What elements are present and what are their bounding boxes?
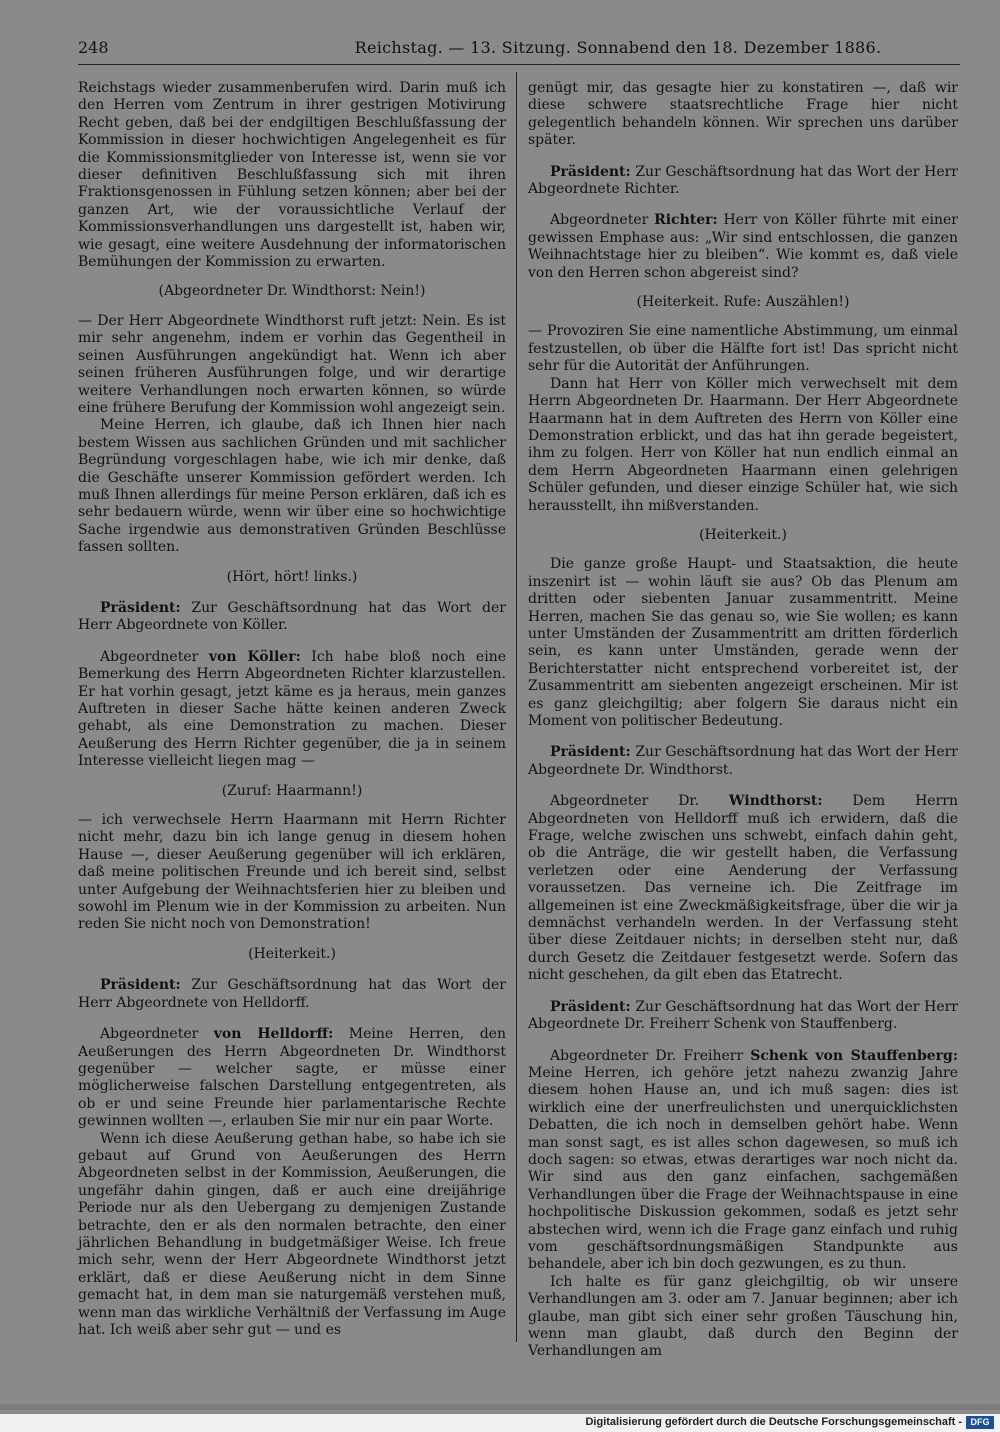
funding-credit: Digitalisierung gefördert durch die Deutsche Forschungsgemeinschaft - [585, 1416, 962, 1428]
speech-text: Meine Herren, den Aeußerungen des Herrn Abgeordneten Dr. Windthorst gegenüber — welcher sagte, er müsse einer möglicherweise falschen Darstellung entgegentreten, als ob er und seine Freunde hier parlamentarische Rechte gewinnen wollten —, erlauben Sie mir nur ein paar Worte. [78, 1026, 506, 1130]
speech-text: Zur Geschäftsordnung hat das Wort der Herr Abgeordnete Dr. Freiherr Schenk von Stauffenberg. [528, 998, 958, 1033]
body-paragraph: Wenn ich diese Aeußerung gethan habe, so habe ich sie gebaut auf Grund von Aeußerungen des Herrn Abgeordneten selbst in der Kommission, Aeußerungen, die ungefähr dahin gingen, daß er auch eine dreijährige Periode nur als den Uebergang zu demjenigen Zustande betrachte, den er als den normalen betrachte, den einer jährlichen Behandlung in budgetmäßiger Weise. Ich freue mich sehr, wenn der Herr Abgeordnete Windthorst jetzt erklärt, daß er diese Aeußerung nicht in dem Sinne gemacht hat, in dem man sie naturgemäß verstehen muß, wenn man das wirkliche Verhältniß der Verfassung im Auge hat. Ich weiß aber sehr gut — und es [78, 1130, 506, 1338]
speaker-prefix: Abgeordneter [100, 1026, 214, 1043]
interjection: (Heiterkeit.) [248, 945, 336, 962]
speaker-name: Windthorst: [728, 793, 823, 810]
speaker-paragraph [78, 1026, 506, 1130]
body-paragraph: Meine Herren, ich glaube, daß ich Ihnen hier nach bestem Wissen aus sachlichen Gründen und mit sachlicher Begründung vorgeschlagen habe, wie ich mir denke, daß die Geschäfte unserer Kommission gefördert werden. Ich muß Ihnen allerdings für meine Person erklären, daß ich es sehr bedauern würde, wenn wir über eine so hochwichtige Sache irgendwie aus demonstrativen Gründen Beschlüsse fassen sollten. [78, 417, 506, 556]
speaker-paragraph [78, 649, 506, 771]
body-paragraph: Dann hat Herr von Köller mich verwechselt mit dem Herrn Abgeordneten Dr. Haarmann. Der Herr Abgeordnete Haarmann hat in dem Auftreten des Herrn von Köller eine Demonstration erblickt, und das hat ihn gerade begeistert, ihm zu folgen. Herr von Köller hat nun endlich einmal an dem Herrn Abgeordneten Haarmann einen gelehrigen Schüler gefunden, und dieser einzige Schüler hat, wie sich herausstellt, ihn mißverstanden. [528, 375, 958, 514]
header-rule [78, 64, 960, 65]
speaker-prefix: Abgeordneter Dr. [550, 793, 729, 810]
speaker-paragraph [78, 600, 506, 635]
body-paragraph: genügt mir, das gesagte hier zu konstatiren —, daß wir diese schwere staatsrechtliche Frage hier nicht gelegentlich behandeln können. Wir sprechen uns darüber später. [528, 80, 958, 149]
body-paragraph: — ich verwechsele Herrn Haarmann mit Herrn Richter nicht mehr, dazu bin ich lange genug in diesem hohen Hause —, dieser Aeußerung gegenüber will ich erklären, daß meine politischen Freunde und ich bereit sind, selbst unter Aufgebung der Weihnachtsferien hier zu bleiben und sowohl im Plenum wie in der Kommission zu arbeiten. Nun reden Sie nicht noch von Demonstration! [78, 812, 506, 933]
page-number: 248 [78, 38, 109, 57]
speaker-paragraph [528, 744, 958, 779]
running-title: Reichstag. — 13. Sitzung. Sonnabend den 18. Dezember 1886. [354, 38, 882, 57]
speech-text: Herr von Köller führte mit einer gewissen Emphase aus: „Wir sind entschlossen, die ganzen Weihnachtstage hier zu bleiben“. Wie kommt es, daß viele von den Herren schon abgereist sind? [528, 212, 958, 281]
speech-text: Ich habe bloß noch eine Bemerkung des Herrn Abgeordneten Richter klarzustellen. Er hat vorhin gesagt, jetzt käme es ja heraus, mein ganzes Auftreten in dieser Sache hätte keinen anderen Zweck gehabt, als eine Demonstration zu machen. Dieser Aeußerung des Herrn Richter gegenüber, die ja in seinem Interesse vielleicht liegen mag — [78, 648, 506, 770]
body-paragraph: Ich halte es für ganz gleichgiltig, ob wir unsere Verhandlungen am 3. oder am 7. Januar beginnen; aber ich glaube, man gibt sich einer sehr großen Täuschung hin, wenn man glaubt, daß durch den Beginn der Verhandlungen am [528, 1273, 958, 1360]
speaker-paragraph [528, 164, 958, 199]
speaker-prefix: Abgeordneter Dr. Freiherr [550, 1047, 751, 1064]
speaker-name: Präsident: [100, 977, 181, 994]
speaker-name: Präsident: [100, 599, 181, 616]
speech-text: Meine Herren, ich gehöre jetzt nahezu zwanzig Jahre diesem hohen Hause an, und ich muß sagen: dies ist wirklich eine der unerfreulichsten und unerquicklichsten Debatten, die ich noch in demselben gehört habe. Wenn man sonst sagt, es ist alles schon dagewesen, so muß ich doch sagen: so etwas, etwas derartiges war noch nicht da. Wir sind aus den ganz einfachen, sachgemäßen Verhandlungen über die Frage der Weihnachtspause in eine hochpolitische Diskussion gekommen, sodaß es jetzt sehr abstechen wird, wenn ich die Frage ganz einfach und ruhig vom geschäftsordnungsmäßigen Standpunkte aus behandele, aber ich bin doch gezwungen, es zu thun. [528, 1064, 958, 1273]
left-column [78, 80, 506, 1339]
speaker-paragraph [528, 1048, 958, 1274]
speech-text: Zur Geschäftsordnung hat das Wort der Herr Abgeordnete Dr. Windthorst. [528, 744, 958, 778]
speaker-paragraph [528, 212, 958, 282]
interjection: (Heiterkeit. Rufe: Auszählen!) [636, 294, 850, 311]
dfg-logo: DFG [966, 1416, 994, 1429]
speaker-name: von Köller: [208, 648, 301, 665]
speaker-name: Präsident: [550, 998, 631, 1015]
column-divider [516, 72, 517, 1342]
speaker-prefix: Abgeordneter [550, 212, 655, 229]
speaker-paragraph [528, 793, 958, 984]
interjection: (Abgeordneter Dr. Windthorst: Nein!) [158, 283, 426, 300]
speaker-name: von Helldorff: [213, 1026, 334, 1043]
speech-text: Dem Herrn Abgeordneten von Helldorff muß ich erwidern, daß die Frage, welche zwischen uns schwebt, einfach dahin geht, ob die Anträge, die wir gestellt haben, die Verfassung verletzen oder eine Aenderung der Verfassung voraussetzen. Das verneine ich. Die Zeitfrage im allgemeinen ist eine Zweckmäßigkeitsfrage, über die wir ja demnächst verhandeln werden. In der Verfassung steht über diese Zeitdauer nichts; in derselben steht nur, daß durch Gesetz die Zeitdauer festgesetzt werde. Sofern das nicht geschehen, da gilt eben das Etatrecht. [528, 793, 958, 984]
right-column [528, 80, 958, 1361]
interjection: (Heiterkeit.) [699, 526, 787, 543]
speech-text: Zur Geschäftsordnung hat das Wort der Herr Abgeordnete von Helldorff. [78, 977, 506, 1011]
scan-edge [0, 1404, 1000, 1410]
speaker-name: Richter: [654, 212, 718, 229]
speaker-name: Präsident: [550, 744, 631, 761]
speech-text: Zur Geschäftsordnung hat das Wort der Herr Abgeordnete Richter. [528, 163, 958, 198]
page-header [78, 36, 958, 64]
footer-bar [0, 1414, 1000, 1432]
body-paragraph: — Provoziren Sie eine namentliche Abstimmung, um einmal festzustellen, ob über die Hälfte fort ist! Das spricht nicht sehr für die Autorität der Anführungen. [528, 323, 958, 375]
body-paragraph: — Der Herr Abgeordnete Windthorst ruft jetzt: Nein. Es ist mir sehr angenehm, indem er vorhin das Gegentheil in seinen Ausführungen angekündigt hat. Wenn ich aber seinen früheren Ausführungen folge, und wir derartige weitere Verhandlungen noch erwarten können, so würde eine frühere Berufung der Kommission wohl angezeigt sein. [78, 312, 506, 416]
speaker-paragraph [78, 977, 506, 1012]
body-paragraph: Die ganze große Haupt- und Staatsaktion, die heute inszenirt ist — wohin läuft sie aus? Ob das Plenum am dritten oder siebenten Januar zusammentritt. Meine Herren, machen Sie das genau so, wie Sie wollen; es kann unter Umständen der Zusammentritt am dritten förderlich sein, es kann unter Umständen, gerade wenn der Berichterstatter nicht entsprechend vorbereitet ist, der Zusammentritt am siebenten angezeigt erscheinen. Mir ist es ganz gleichgiltig; aber folgern Sie daraus nicht ein Moment von politischer Bedeutung. [528, 556, 958, 729]
speaker-paragraph [528, 999, 958, 1034]
interjection: (Zuruf: Haarmann!) [221, 782, 363, 799]
speaker-name: Präsident: [550, 163, 631, 180]
speech-text: Zur Geschäftsordnung hat das Wort der Herr Abgeordnete von Köller. [78, 599, 506, 634]
body-paragraph: Reichstags wieder zusammenberufen wird. Darin muß ich den Herren vom Zentrum in ihrer gestrigen Motivirung Recht geben, daß bei der endgiltigen Beschlußfassung der Kommission in dieser hochwichtigen Angelegenheit es für die Kommissionsmitglieder von Interesse ist, wenn sie vor dieser definitiven Beschlußfassung sich mit ihren Fraktionsgenossen in Fühlung setzen können; aber bei der ganzen Art, wie der voraussichtliche Verlauf der Kommissionsverhandlungen uns dargestellt ist, haben wir, wie gesagt, eine weitere Ausdehnung der informatorischen Bemühungen der Kommission zu erwarten. [78, 80, 506, 271]
speaker-name: Schenk von Stauffenberg: [750, 1047, 959, 1064]
speaker-prefix: Abgeordneter [100, 648, 209, 665]
interjection: (Hört, hört! links.) [226, 568, 358, 585]
